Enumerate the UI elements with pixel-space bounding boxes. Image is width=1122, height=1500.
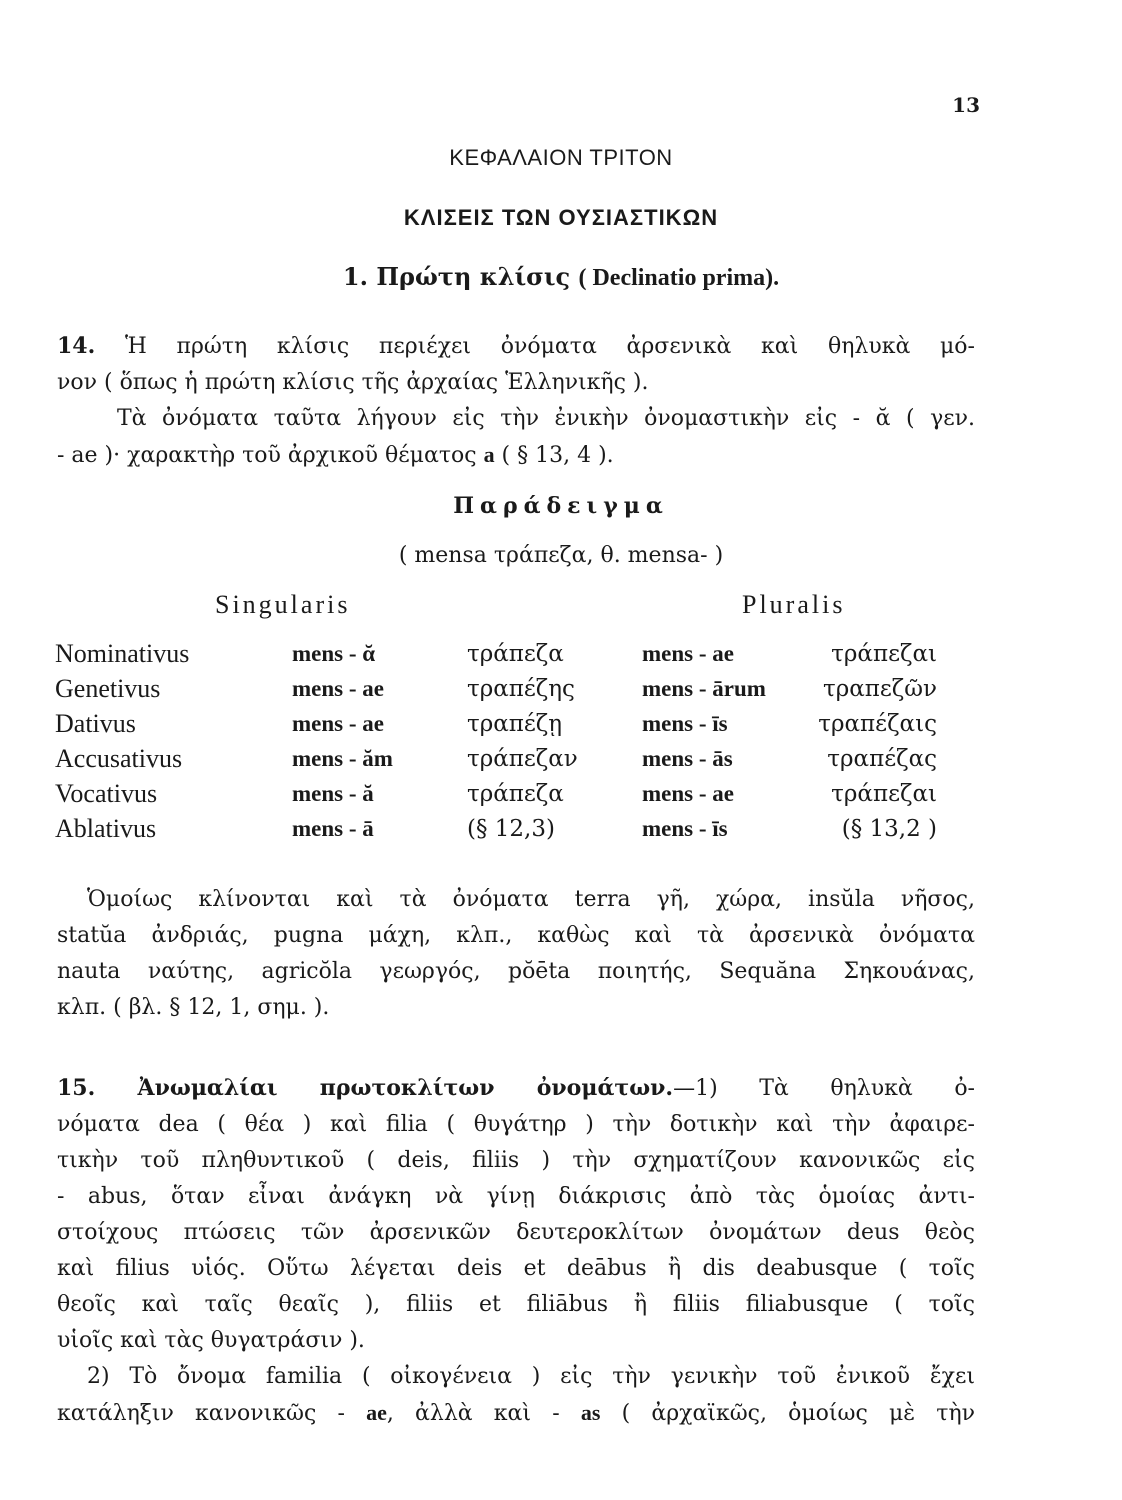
declension-table	[55, 636, 937, 846]
paragraph-line: υἱοῖς καὶ τὰς θυγατράσιν ).	[57, 1328, 365, 1353]
plural-form: mens - ārum	[642, 675, 766, 701]
paragraph-line: Τὰ ὀνόματα ταῦτα λήγουν εἰς τὴν ἐνικὴν ὀνομαστικὴν εἰς - ᾰ ( γεν.	[117, 406, 975, 431]
case-name: Genetivus	[55, 673, 161, 703]
singular-form: mens - ă	[292, 780, 374, 806]
singular-greek: τραπέζης	[467, 675, 575, 702]
paragraph-line: θεοῖς καὶ ταῖς θεαῖς ), filiis et filiābus ἢ filiis filiabusque ( τοῖς	[57, 1292, 975, 1317]
paradigm-label: Παράδειγμα	[453, 493, 669, 519]
paragraph-line: νον ( ὅπως ἡ πρώτη κλίσις τῆς ἀρχαίας Ἑλληνικῆς ).	[57, 370, 649, 395]
case-name: Nominativus	[55, 638, 190, 668]
plural-form: mens - ae	[642, 640, 734, 666]
case-name: Ablativus	[55, 813, 157, 843]
section-title	[60, 262, 1062, 292]
declension-row	[55, 811, 937, 846]
paradigm-example: ( mensa τράπεζα, θ. mensa- )	[398, 543, 724, 568]
paragraph-line: νόματα dea ( θέα ) καὶ filia ( θυγάτηρ ) τὴν δοτικὴν καὶ τὴν ἀφαιρε-	[57, 1112, 975, 1137]
plural-header: Pluralis	[742, 590, 846, 619]
singular-greek: τράπεζα	[467, 640, 564, 667]
singular-header: Singularis	[215, 590, 351, 619]
paragraph-line: 15. Ἀνωμαλίαι πρωτοκλίτων ὀνομάτων.—1) Τὰ θηλυκὰ ὀ-	[57, 1075, 975, 1101]
plural-form: mens - ās	[642, 745, 733, 771]
paragraph-similarly	[57, 882, 975, 1026]
section-title-latin: ( Declinatio prima).	[578, 265, 780, 291]
plural-greek: τραπεζῶν	[822, 675, 937, 702]
plural-greek: τραπέζαις	[818, 710, 937, 737]
chapter-label: ΚΕΦΑΛΑΙΟΝ ΤΡΙΤΟΝ	[449, 145, 673, 170]
singular-form: mens - ăm	[292, 745, 393, 771]
paragraph-title: Ἀνωμαλίαι πρωτοκλίτων ὀνομάτων.	[95, 1075, 674, 1101]
declension-row	[55, 636, 937, 671]
page-number: 13	[952, 93, 980, 117]
paragraph-line: Ὁμοίως κλίνονται καὶ τὰ ὀνόματα terra γῆ, χώρα, insŭla νῆσος,	[87, 887, 975, 912]
plural-greek: τράπεζαι	[831, 640, 937, 667]
paragraph-line: καὶ filius υἱός. Οὕτω λέγεται deis et deābus ἢ dis deabusque ( τοῖς	[57, 1256, 975, 1281]
declension-headers	[57, 590, 977, 624]
paragraph-line: 2) Τὸ ὄνομα familia ( οἰκογένεια ) εἰς τὴν γενικὴν τοῦ ἐνικοῦ ἔχει	[87, 1364, 975, 1389]
declension-row	[55, 776, 937, 811]
paragraph-line: - abus, ὅταν εἶναι ἀνάγκη νὰ γίνῃ διάκρισις ἀπὸ τὰς ὁμοίας ἀντι-	[57, 1184, 975, 1209]
paragraph-number: 15.	[57, 1075, 96, 1101]
declension-row	[55, 741, 937, 776]
paragraph-line: - ae )· χαρακτὴρ τοῦ ἀρχικοῦ θέματος a ( § 13, 4 ).	[57, 442, 614, 468]
paragraph-line: στοίχους πτώσεις τῶν ἀρσενικῶν δευτεροκλίτων ὀνομάτων deus θεὸς	[57, 1220, 975, 1245]
paragraph-line: κλπ. ( βλ. § 12, 1, σημ. ).	[57, 995, 330, 1020]
case-name: Dativus	[55, 708, 136, 738]
case-name: Vocativus	[55, 778, 158, 808]
paragraph-14	[57, 328, 975, 474]
paragraph-line: nauta ναύτης, agricŏla γεωργός, pŏēta ποιητής, Sequăna Σηκουάνας,	[57, 959, 975, 984]
paragraph-line: τικὴν τοῦ πληθυντικοῦ ( deis, filiis ) τὴν σχηματίζουν κανονικῶς εἰς	[57, 1148, 975, 1173]
singular-form: mens - ᾰ	[292, 640, 376, 666]
singular-greek: τράπεζα	[467, 780, 564, 807]
plural-form: mens - ae	[642, 780, 734, 806]
declension-row	[55, 706, 937, 741]
chapter-title: ΚΛΙΣΕΙΣ ΤΩΝ ΟΥΣΙΑΣΤΙΚΩΝ	[403, 205, 719, 230]
paragraph-line: statŭa ἀνδριάς, pugna μάχη, κλπ., καθὼς καὶ τὰ ἀρσενικὰ ὀνόματα	[57, 923, 975, 948]
paragraph-line: 14. Ἡ πρώτη κλίσις περιέχει ὀνόματα ἀρσενικὰ καὶ θηλυκὰ μό-	[57, 333, 975, 359]
declension-row	[55, 671, 937, 706]
singular-form: mens - ā	[292, 815, 374, 841]
singular-greek: τραπέζῃ	[467, 710, 563, 737]
plural-form: mens - īs	[642, 815, 728, 841]
plural-greek: τραπέζας	[827, 745, 937, 772]
singular-form: mens - ae	[292, 710, 384, 736]
singular-greek: τράπεζαν	[467, 745, 578, 772]
section-title-greek: 1. Πρώτη κλίσις	[342, 262, 571, 291]
singular-form: mens - ae	[292, 675, 384, 701]
case-name: Accusativus	[55, 743, 183, 773]
paragraph-line: κατάληξιν κανονικῶς - ae, ἀλλὰ καὶ - as ( ἀρχαϊκῶς, ὁμοίως μὲ τὴν	[57, 1400, 975, 1426]
paragraph-15	[57, 1070, 975, 1432]
singular-greek: (§ 12,3)	[467, 815, 555, 842]
plural-greek: τράπεζαι	[831, 780, 937, 807]
paragraph-number: 14.	[57, 333, 96, 359]
plural-greek: (§ 13,2 )	[841, 815, 937, 842]
plural-form: mens - īs	[642, 710, 728, 736]
